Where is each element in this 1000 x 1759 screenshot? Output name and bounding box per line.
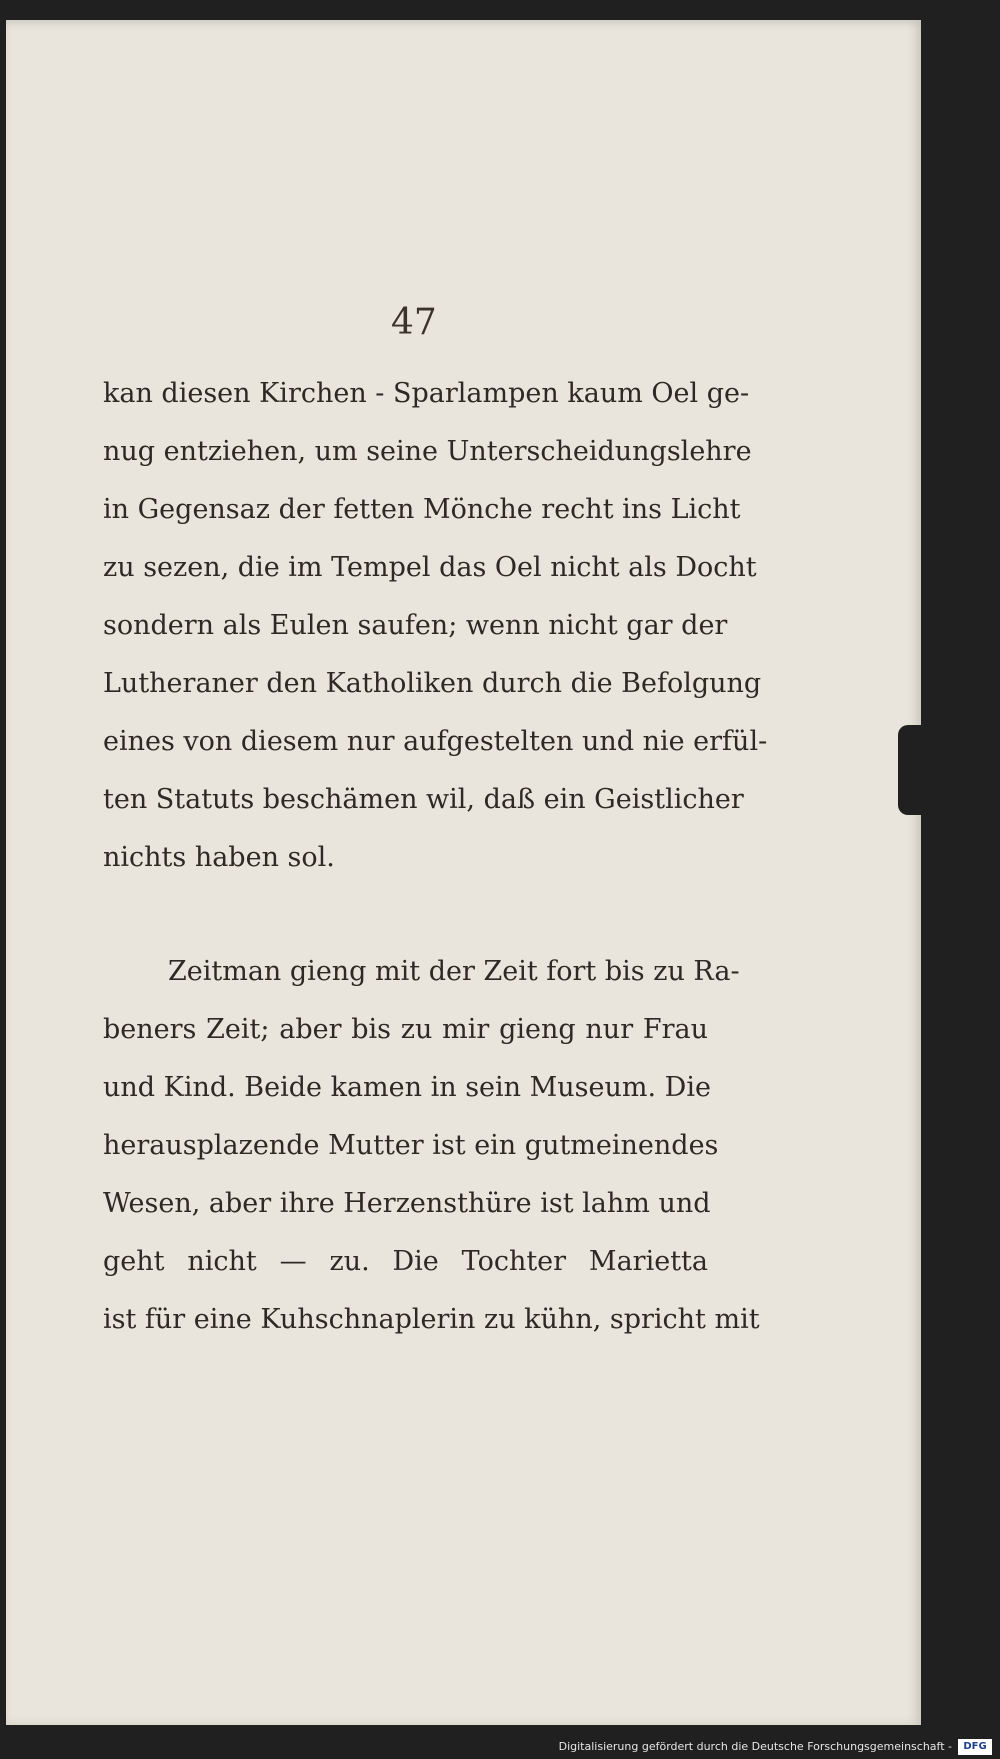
text-line: beners Zeit; aber bis zu mir gieng nur Frau xyxy=(103,1014,708,1045)
text-line: kan diesen Kirchen - Sparlampen kaum Oel ge- xyxy=(103,378,750,409)
text-line: und Kind. Beide kamen in sein Museum. Die xyxy=(103,1072,711,1103)
text-line: Zeitman gieng mit der Zeit fort bis zu Ra- xyxy=(168,956,740,987)
text-line: zu sezen, die im Tempel das Oel nicht als Docht xyxy=(103,552,757,583)
text-line: geht nicht — zu. Die Tochter Marietta xyxy=(103,1246,708,1277)
text-line: sondern als Eulen saufen; wenn nicht gar der xyxy=(103,610,728,641)
paragraph-2 xyxy=(103,943,760,1349)
text-line: Wesen, aber ihre Herzensthüre ist lahm und xyxy=(103,1188,711,1219)
text-line: in Gegensaz der fetten Mönche recht ins Licht xyxy=(103,494,741,525)
text-line: ten Statuts beschämen wil, daß ein Geistlicher xyxy=(103,784,744,815)
text-line: ist für eine Kuhschnaplerin zu kühn, spricht mit xyxy=(103,1304,760,1335)
paragraph-1 xyxy=(103,365,768,887)
text-line: nichts haben sol. xyxy=(103,842,335,873)
text-line: nug entziehen, um seine Unterscheidungslehre xyxy=(103,436,752,467)
text-line: eines von diesem nur aufgestelten und nie erfül- xyxy=(103,726,768,757)
page-number: 47 xyxy=(391,302,437,343)
text-line: Lutheraner den Katholiken durch die Befolgung xyxy=(103,668,762,699)
footer-credit: Digitalisierung gefördert durch die Deutsche Forschungsgemeinschaft - xyxy=(558,1740,952,1753)
text-line: herausplazende Mutter ist ein gutmeinendes xyxy=(103,1130,719,1161)
digitization-footer xyxy=(0,1735,1000,1759)
page-edge-notch xyxy=(898,725,928,815)
book-page xyxy=(6,20,921,1725)
dfg-logo: DFG xyxy=(958,1739,992,1755)
